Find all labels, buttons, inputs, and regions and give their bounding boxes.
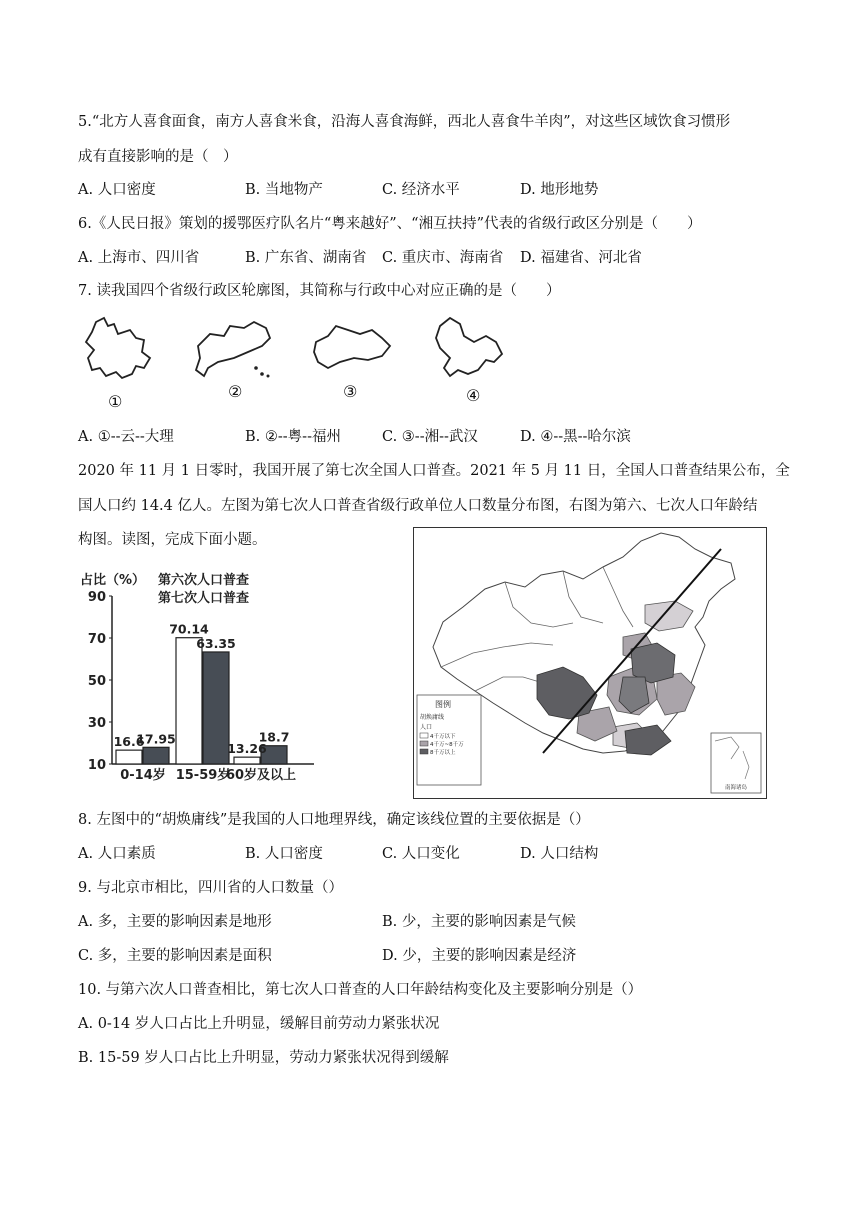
chart-xtick-label: 15-59岁 <box>175 768 231 783</box>
q5-option-b: B. 当地物产 <box>245 182 323 198</box>
province-outlines-svg <box>78 312 508 420</box>
population-map-svg <box>413 527 767 799</box>
q8-option-a: A. 人口素质 <box>78 846 156 862</box>
passage-line1: 2020 年 11 月 1 日零时，我国开展了第七次全国人口普查。2021 年 5 月 11 日，全国人口普查结果公布，全 <box>78 463 790 479</box>
q8-option-c: C. 人口变化 <box>382 846 460 862</box>
q8-option-d: D. 人口结构 <box>520 846 599 862</box>
chart-bar <box>143 747 169 764</box>
age-structure-chart <box>78 568 318 783</box>
map-legend-swatch-1 <box>420 733 428 738</box>
province-outlines-figure <box>78 312 508 420</box>
passage-line2: 国人口约 14.4 亿人。左图为第七次人口普查省级行政单位人口数量分布图，右图为第六、七次人口年龄结 <box>78 498 758 514</box>
outline-heilongjiang-shape <box>436 318 502 376</box>
map-legend-pop: 人口 <box>420 724 433 731</box>
q8-option-b: B. 人口密度 <box>245 846 323 862</box>
outline-guangdong-island-3 <box>267 375 270 378</box>
q6-option-a: A. 上海市、四川省 <box>78 250 200 266</box>
passage-line3: 构图。读图，完成下面小题。 <box>78 532 267 548</box>
outline-guangdong-shape <box>196 322 270 376</box>
q9-option-c: C. 多，主要的影响因素是面积 <box>78 948 272 964</box>
legend-series-2: 第七次人口普查 <box>158 591 250 606</box>
map-legend-item-3: 8千万以上 <box>430 750 456 756</box>
q9-option-b: B. 少，主要的影响因素是气候 <box>382 914 576 930</box>
outline-label-4: ④ <box>466 386 481 405</box>
chart-ylabel: 占比（%） <box>80 573 146 588</box>
q7-stem: 7. 读我国四个省级行政区轮廓图，其简称与行政中心对应正确的是（ ） <box>78 283 561 299</box>
outline-guangdong-island-2 <box>260 372 264 376</box>
outline-yunnan-shape <box>86 318 150 378</box>
q7-option-d: D. ④--黑--哈尔滨 <box>520 429 631 445</box>
chart-ytick-label: 90 <box>87 590 106 605</box>
chart-bar <box>116 750 142 764</box>
outline-hubei-shape <box>314 326 390 368</box>
chart-data-label: 18.7 <box>258 729 290 745</box>
map-legend-item-1: 4千万以下 <box>430 734 456 740</box>
q5-option-a: A. 人口密度 <box>78 182 156 198</box>
chart-legend <box>158 572 249 606</box>
map-legend-title: 图例 <box>435 700 451 709</box>
chart-data-label: 63.35 <box>196 635 236 651</box>
chart-bar <box>176 638 202 764</box>
outline-label-2: ② <box>228 382 243 401</box>
q10-option-b: B. 15-59 岁人口占比上升明显，劳动力紧张状况得到缓解 <box>78 1050 449 1066</box>
map-legend-line: 胡焕庸线 <box>420 714 445 721</box>
chart-data-label: 17.95 <box>136 731 176 747</box>
map-legend-swatch-2 <box>420 741 428 746</box>
chart-xtick-label: 60岁及以上 <box>225 768 297 783</box>
q7-option-a: A. ①--云--大理 <box>78 429 174 445</box>
map-legend-item-2: 4千万~8千万 <box>430 742 464 748</box>
q6-stem: 6.《人民日报》策划的援鄂医疗队名片“粤来越好”、“湘互扶持”代表的省级行政区分别是（ ） <box>78 216 702 232</box>
q9-option-d: D. 少，主要的影响因素是经济 <box>382 948 577 964</box>
chart-bar <box>203 652 229 764</box>
q6-option-c: C. 重庆市、海南省 <box>382 250 504 266</box>
q6-option-d: D. 福建省、河北省 <box>520 250 642 266</box>
map-legend-swatch-3 <box>420 749 428 754</box>
q9-option-a: A. 多，主要的影响因素是地形 <box>78 914 272 930</box>
chart-ytick-label: 70 <box>87 632 106 647</box>
chart-ytick-label: 30 <box>87 716 106 731</box>
map-inset-box <box>711 733 761 793</box>
chart-xtick-label: 0-14岁 <box>120 768 166 783</box>
outline-label-1: ① <box>108 392 123 411</box>
q5-stem-line2: 成有直接影响的是（ ） <box>78 149 238 165</box>
q6-option-b: B. 广东省、湖南省 <box>245 250 367 266</box>
outline-label-3: ③ <box>343 382 358 401</box>
q5-stem-line1: 5.“北方人喜食面食，南方人喜食米食，沿海人喜食海鲜，西北人喜食牛羊肉”，对这些区域饮食习惯形 <box>78 114 731 130</box>
q8-stem: 8. 左图中的“胡焕庸线”是我国的人口地理界线，确定该线位置的主要依据是（） <box>78 812 590 828</box>
q10-stem: 10. 与第六次人口普查相比，第七次人口普查的人口年龄结构变化及主要影响分别是（） <box>78 982 643 998</box>
chart-ytick-label: 10 <box>87 758 106 773</box>
q7-option-c: C. ③--湘--武汉 <box>382 429 478 445</box>
legend-series-1: 第六次人口普查 <box>158 573 250 588</box>
q5-option-d: D. 地形地势 <box>520 182 599 198</box>
age-structure-chart-svg <box>78 568 318 783</box>
chart-ytick-label: 50 <box>87 674 106 689</box>
map-inset-label: 南海诸岛 <box>725 785 748 791</box>
q7-option-b: B. ②--粤--福州 <box>245 429 341 445</box>
chart-bar <box>234 757 260 764</box>
chart-data-label: 16.6 <box>113 734 145 750</box>
chart-data-label: 70.14 <box>169 621 209 637</box>
q9-stem: 9. 与北京市相比，四川省的人口数量（） <box>78 880 343 896</box>
q10-option-a: A. 0-14 岁人口占比上升明显，缓解目前劳动力紧张状况 <box>78 1016 440 1032</box>
population-map <box>413 527 767 799</box>
outline-guangdong-island-1 <box>254 366 258 370</box>
chart-data-label: 13.26 <box>227 741 267 757</box>
q5-option-c: C. 经济水平 <box>382 182 460 198</box>
